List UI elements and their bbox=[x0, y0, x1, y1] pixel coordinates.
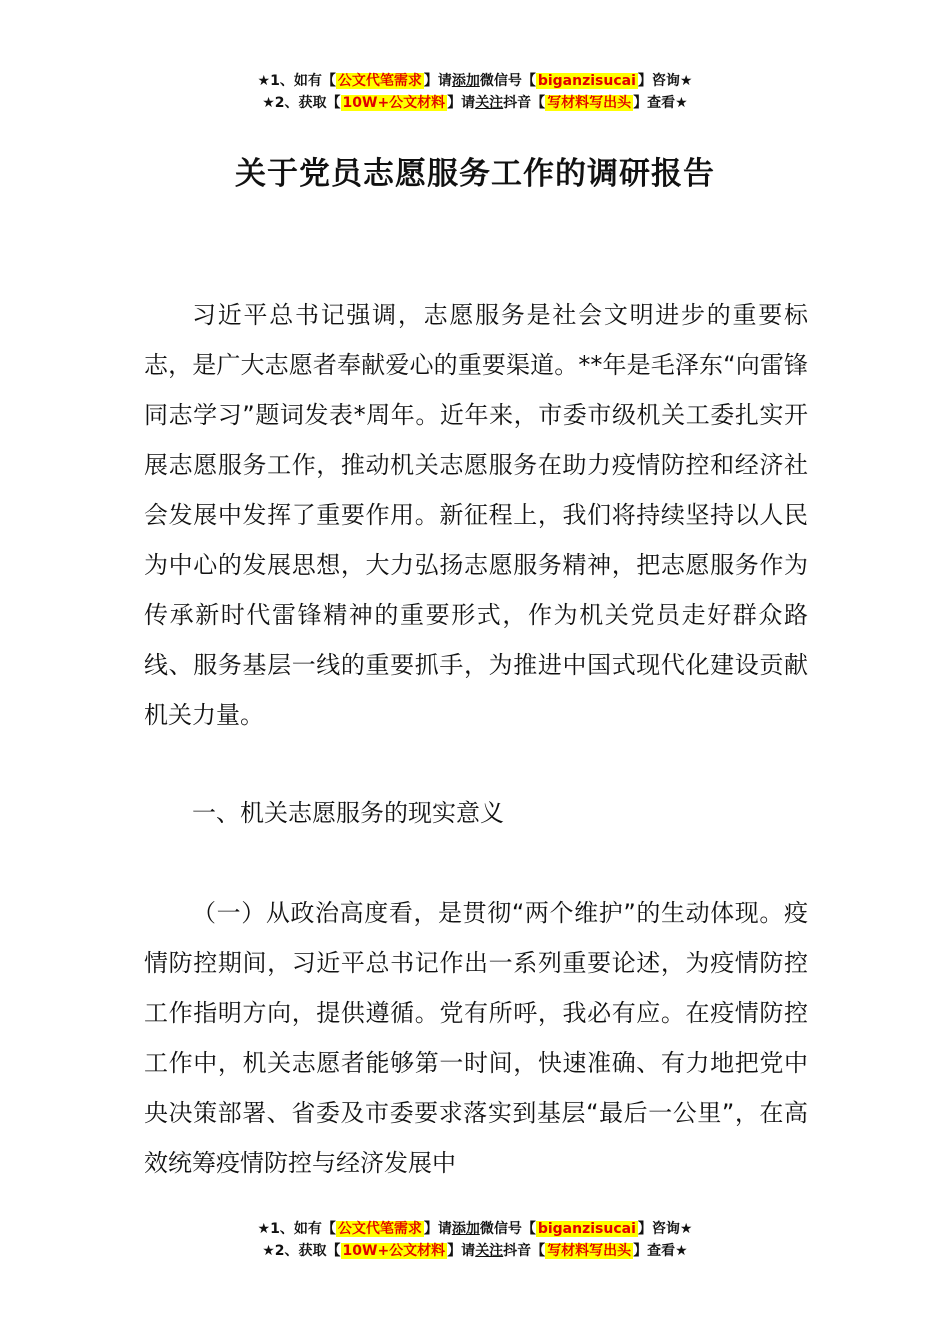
banner-line-1 bbox=[0, 70, 950, 92]
banner-text: ★1、如有【 bbox=[257, 1221, 336, 1237]
banner-highlight: 写材料写出头 bbox=[547, 1243, 632, 1259]
banner-text: 微信号【 bbox=[479, 1221, 536, 1237]
section-heading bbox=[144, 788, 808, 838]
banner-underlined-text: 关注 bbox=[475, 1243, 504, 1259]
banner-text: ★2、获取【 bbox=[262, 95, 341, 111]
banner-highlight: 公文代笔需求 bbox=[337, 73, 422, 89]
banner-text: ★1、如有【 bbox=[257, 73, 336, 89]
header-banner bbox=[0, 70, 950, 114]
body-paragraph bbox=[144, 888, 808, 1188]
banner-highlight: 写材料写出头 bbox=[547, 95, 632, 111]
banner-text: 抖音【 bbox=[503, 1243, 546, 1259]
paragraph-text: 习近平总书记强调，志愿服务是社会文明进步的重要标志，是广大志愿者奉献爱心的重要渠道。**年是毛泽东“向雷锋同志学习”题词发表*周年。近年来，市委市级机关工委扎实开展志愿服务工作，推动机关志愿服务在助力疫情防控和经济社会发展中发挥了重要作用。新征程上，我们将持续坚持以人民为中心的发展思想，大力弘扬志愿服务精神，把志愿服务作为传承新时代雷锋精神的重要形式，作为机关党员走好群众路线、服务基层一线的重要抓手，为推进中国式现代化建设贡献机关力量。 bbox=[144, 301, 808, 729]
banner-highlight: 公文代笔需求 bbox=[337, 1221, 422, 1237]
body-paragraph bbox=[144, 290, 808, 740]
banner-line-1 bbox=[0, 1218, 950, 1240]
document-title: 关于党员志愿服务工作的调研报告 bbox=[235, 156, 715, 192]
banner-text: 】咨询★ bbox=[637, 73, 693, 89]
banner-text: 】请 bbox=[423, 1221, 452, 1237]
banner-highlight: 10W+公文材料 bbox=[342, 1243, 446, 1259]
banner-underlined-text: 添加 bbox=[451, 1221, 480, 1237]
banner-text: 】咨询★ bbox=[637, 1221, 693, 1237]
banner-text: ★2、获取【 bbox=[262, 1243, 341, 1259]
banner-underlined-text: 添加 bbox=[451, 73, 480, 89]
banner-text: 】请 bbox=[447, 1243, 476, 1259]
banner-text: 】查看★ bbox=[633, 95, 688, 111]
banner-text: 】查看★ bbox=[633, 1243, 688, 1259]
footer-banner bbox=[0, 1218, 950, 1262]
banner-underlined-text: 关注 bbox=[475, 95, 504, 111]
banner-highlight: biganzisucai bbox=[537, 1221, 636, 1237]
banner-line-2 bbox=[0, 1240, 950, 1262]
paragraph-text: （一）从政治高度看，是贯彻“两个维护”的生动体现。疫情防控期间，习近平总书记作出一系列重要论述，为疫情防控工作指明方向，提供遵循。党有所呼，我必有应。在疫情防控工作中，机关志愿者能够第一时间，快速准确、有力地把党中央决策部署、省委及市委要求落实到基层“最后一公里”，在高效统筹疫情防控与经济发展中 bbox=[144, 899, 808, 1177]
banner-text: 】请 bbox=[447, 95, 476, 111]
banner-text: 抖音【 bbox=[503, 95, 546, 111]
banner-highlight: 10W+公文材料 bbox=[342, 95, 446, 111]
banner-highlight: biganzisucai bbox=[537, 73, 636, 89]
banner-text: 】请 bbox=[423, 73, 452, 89]
banner-line-2 bbox=[0, 92, 950, 114]
section-heading-text: 一、机关志愿服务的现实意义 bbox=[192, 799, 504, 827]
banner-text: 微信号【 bbox=[479, 73, 536, 89]
